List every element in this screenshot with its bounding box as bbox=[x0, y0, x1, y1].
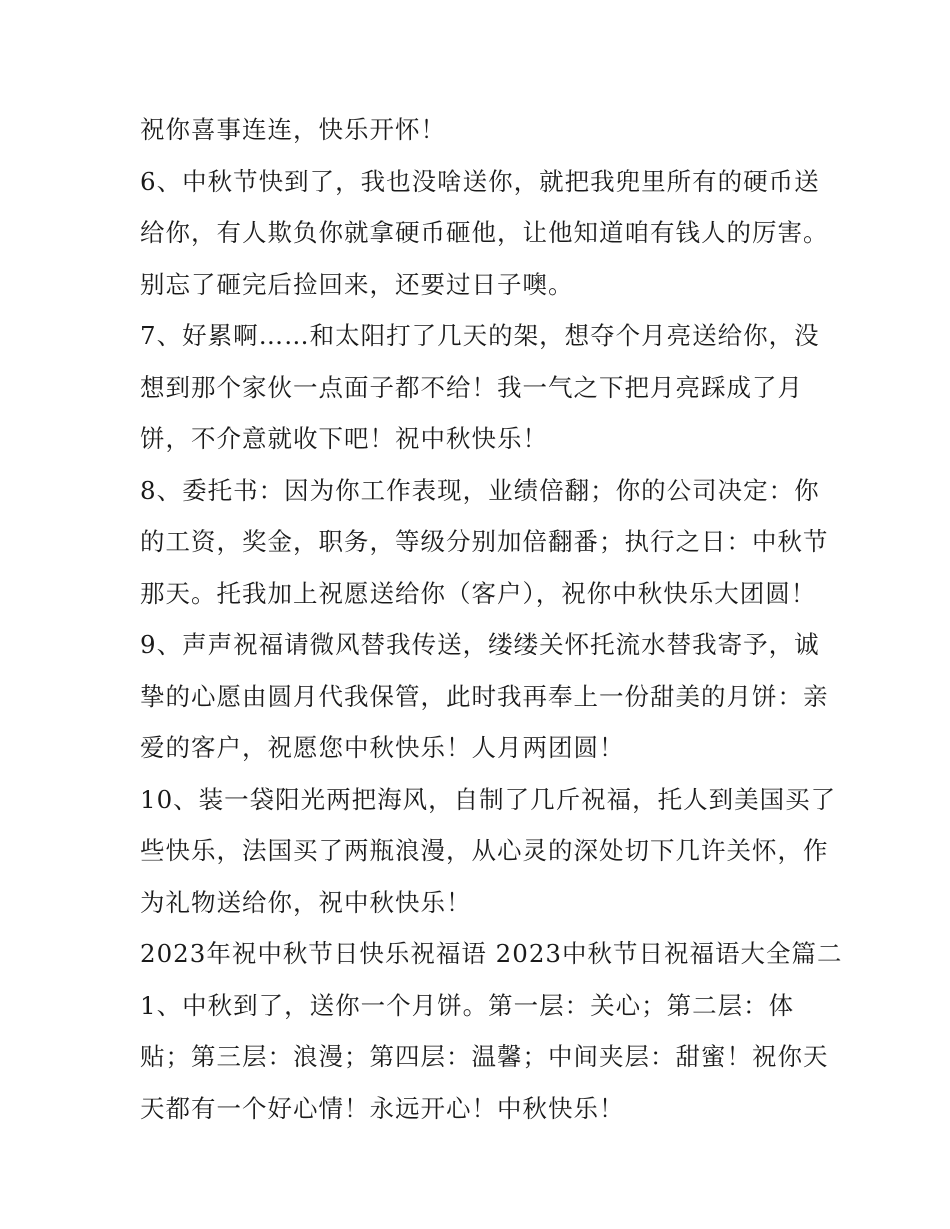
text-line: 为礼物送给你，祝中秋快乐！ bbox=[140, 887, 472, 917]
text-line: 给你，有人欺负你就拿硬币砸他，让他知道咱有钱人的厉害。 bbox=[140, 218, 829, 247]
section-heading: 2023年祝中秋节日快乐祝福语 2023中秋节日祝福语大全篇二 bbox=[140, 939, 843, 968]
text-line: 的工资，奖金，职务，等级分别加倍翻番；执行之日：中秋节 bbox=[140, 527, 829, 556]
text-line: 9、声声祝福请微风替我传送，缕缕关怀托流水替我寄予，诚 bbox=[140, 630, 820, 659]
text-line: 祝你喜事连连，快乐开怀！ bbox=[140, 115, 446, 144]
text-line: 7、好累啊……和太阳打了几天的架，想夺个月亮送给你，没 bbox=[140, 321, 820, 350]
text-line: 贴；第三层：浪漫；第四层：温馨；中间夹层：甜蜜！祝你天 bbox=[140, 1042, 829, 1071]
text-line: 1、中秋到了，送你一个月饼。第一层：关心；第二层：体 bbox=[140, 990, 795, 1020]
text-line: 天都有一个好心情！永远开心！中秋快乐！ bbox=[140, 1093, 625, 1123]
text-line: 想到那个家伙一点面子都不给！我一气之下把月亮踩成了月 bbox=[140, 372, 803, 402]
text-line: 别忘了砸完后捡回来，还要过日子噢。 bbox=[140, 269, 574, 299]
text-line: 10、装一袋阳光两把海风，自制了几斤祝福，托人到美国买了 bbox=[140, 784, 837, 814]
text-line: 那天。托我加上祝愿送给你（客户），祝你中秋快乐大团圆！ bbox=[140, 578, 817, 608]
text-line: 6、中秋节快到了，我也没啥送你，就把我兜里所有的硬币送 bbox=[140, 166, 820, 196]
text-line: 8、委托书：因为你工作表现，业绩倍翻；你的公司决定：你 bbox=[140, 475, 820, 505]
text-line: 挚的心愿由圆月代我保管，此时我再奉上一份甜美的月饼：亲 bbox=[140, 681, 829, 711]
text-line: 爱的客户，祝愿您中秋快乐！人月两团圆！ bbox=[140, 733, 625, 762]
text-line: 些快乐，法国买了两瓶浪漫，从心灵的深处切下几许关怀，作 bbox=[140, 836, 829, 865]
text-line: 饼，不介意就收下吧！祝中秋快乐！ bbox=[140, 424, 548, 453]
document-body bbox=[140, 104, 843, 1134]
